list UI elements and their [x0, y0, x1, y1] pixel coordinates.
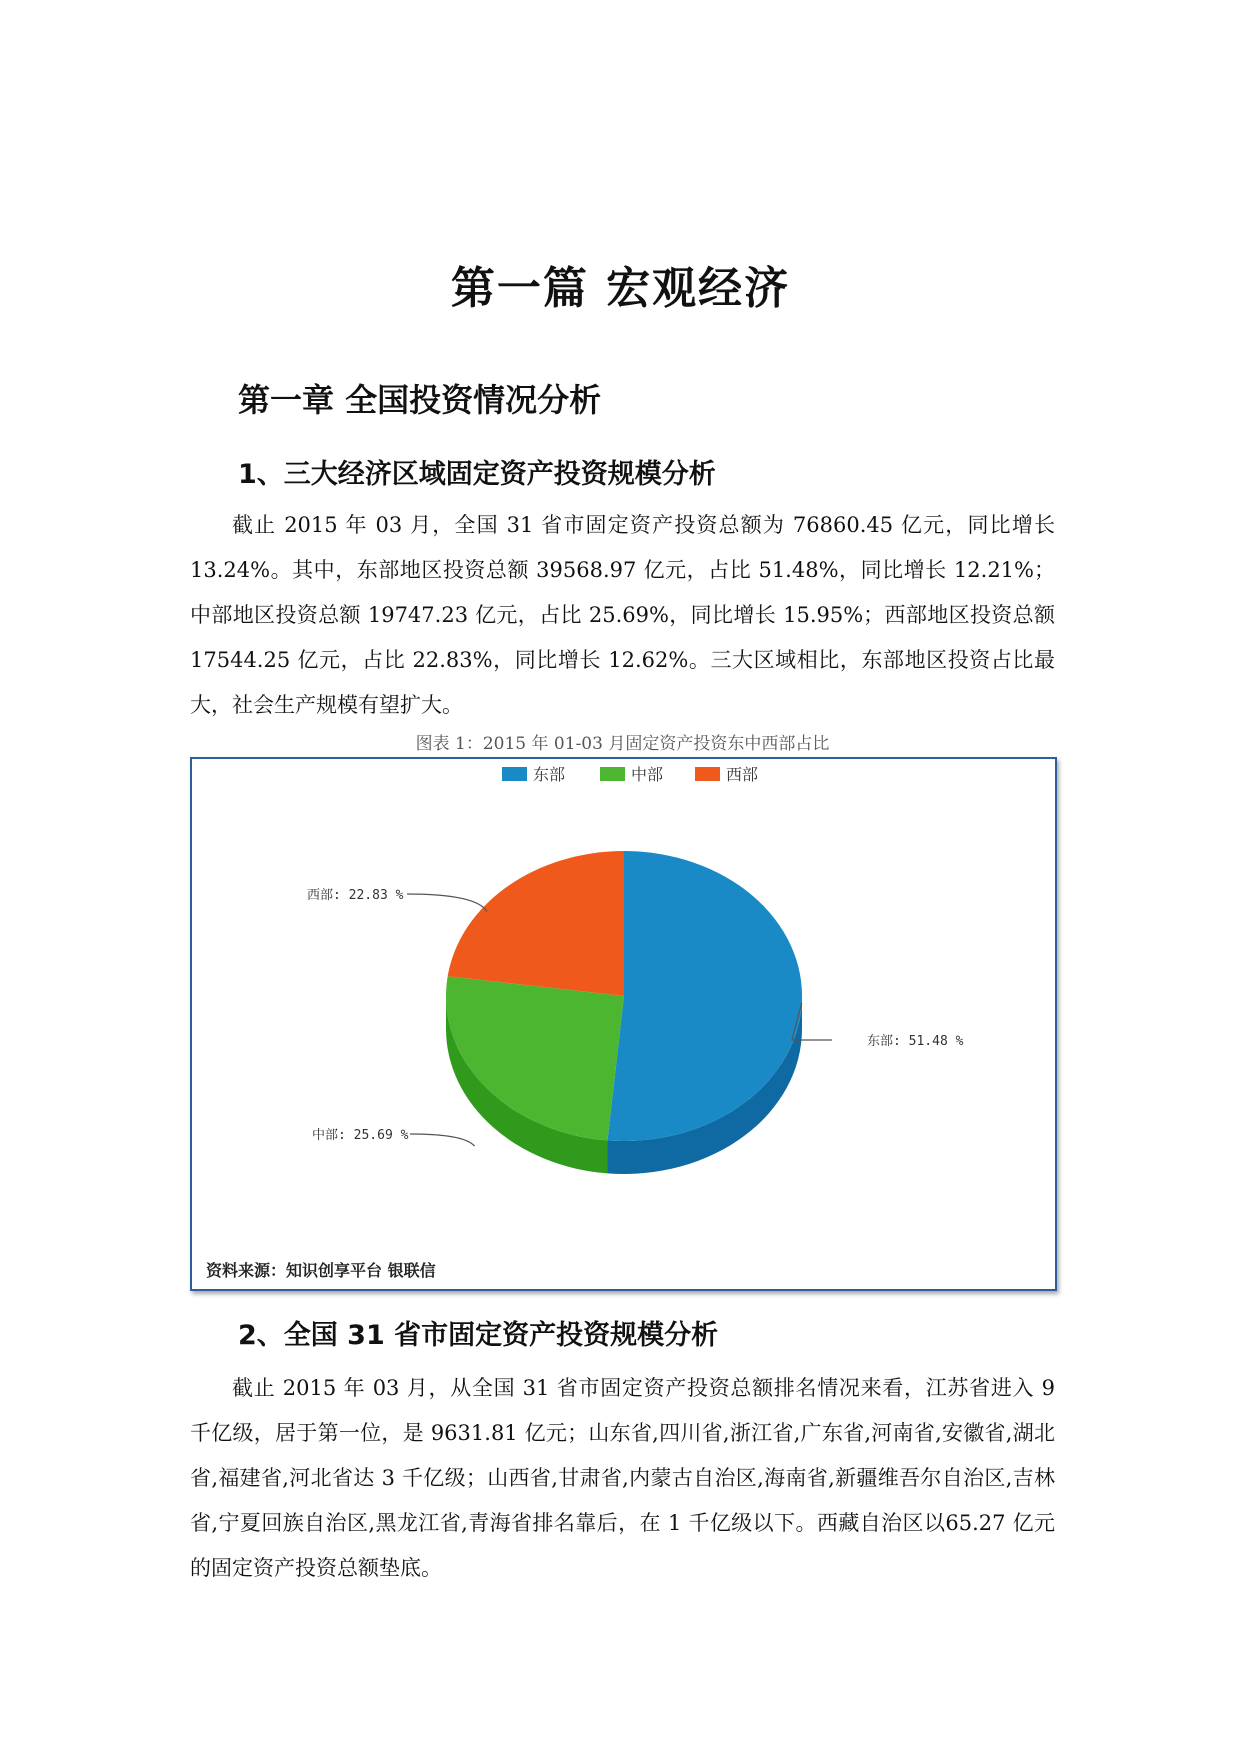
- slice-label-0: 东部: 51.48 %: [867, 1034, 964, 1049]
- legend-swatch-1: [600, 767, 625, 781]
- legend-label-1: 中部: [631, 765, 664, 784]
- pie-slice-2: [448, 851, 624, 996]
- part-title: 第一篇 宏观经济: [450, 263, 791, 314]
- pie-slice-1: [446, 976, 624, 1140]
- legend-label-2: 西部: [726, 765, 759, 784]
- slice-label-1: 中部: 25.69 %: [312, 1128, 409, 1143]
- chapter-title: 第一章 全国投资情况分析: [238, 381, 602, 419]
- section-2-title: 2、全国 31 省市固定资产投资规模分析: [238, 1320, 719, 1351]
- section-2-paragraph: 截止 2015 年 03 月，从全国 31 省市固定资产投资总额排名情况来看，江苏省进入 9 千亿级，居于第一位，是 9631.81 亿元；山东省,四川省,浙江省,广东省,河南省,安徽省,湖北省,福建省,河北省达 3 千亿级；山西省,甘肃省,内蒙古自治区,海南省,新疆维吾尔自治区,吉林省,宁夏回族自治区,黑龙江省,青海省排名靠后，在 1 千亿级以下。西藏自治区以65.27 亿元的固定资产投资总额垫底。: [190, 1376, 1055, 1580]
- leader-line-2: [407, 894, 487, 912]
- legend-swatch-2: [695, 767, 720, 781]
- section-1-title: 1、三大经济区域固定资产投资规模分析: [238, 459, 716, 490]
- legend-label-0: 东部: [533, 765, 566, 784]
- section-1-paragraph: 截止 2015 年 03 月，全国 31 省市固定资产投资总额为 76860.45 亿元，同比增长 13.24%。其中，东部地区投资总额 39568.97 亿元，占比 51.48%，同比增长 12.21%；中部地区投资总额 19747.23 亿元，占比 25.69%，同比增长 15.95%；西部地区投资总额 17544.25 亿元，占比 22.83%，同比增长 12.62%。三大区域相比，东部地区投资占比最大，社会生产规模有望扩大。: [190, 513, 1055, 717]
- pie-chart-panel: [190, 757, 1057, 1291]
- pie-chart: [192, 759, 1055, 1289]
- leader-line-1: [410, 1134, 475, 1146]
- legend-swatch-0: [502, 767, 527, 781]
- slice-label-2: 西部: 22.83 %: [307, 888, 404, 903]
- chart-source: 资料来源：知识创享平台 银联信: [206, 1261, 436, 1280]
- figure-caption: 图表 1：2015 年 01-03 月固定资产投资东中西部占比: [415, 734, 830, 754]
